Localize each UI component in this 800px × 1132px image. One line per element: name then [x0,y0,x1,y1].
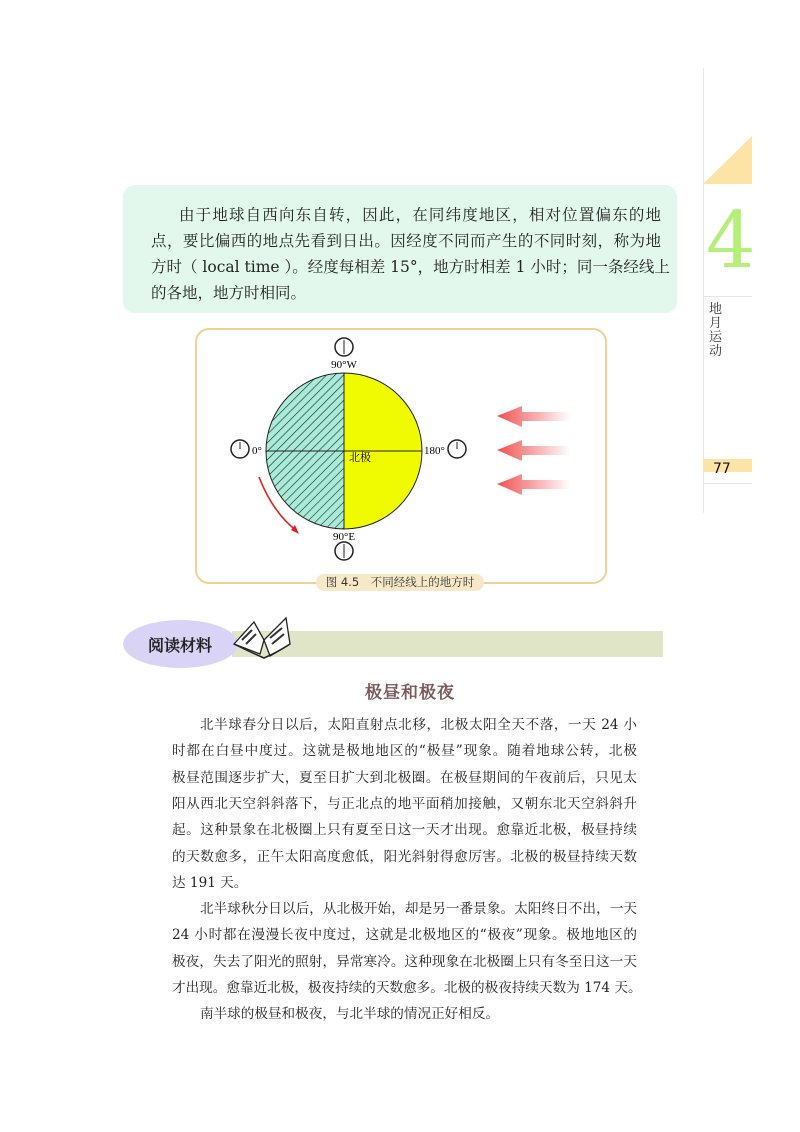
body-line: 阳从西北天空斜斜落下，与正北点的地平面稍加接触，又朝东北天空斜斜升 [172,795,637,812]
body-line: 的天数愈多，正午太阳高度愈低，阳光斜射得愈厉害。北极的极昼持续天数 [172,848,637,865]
body-line: 24 小时都在漫漫长夜中度过，这就是北极地区的“极夜”现象。极地地区的 [172,927,637,944]
note-line: 由于地球自西向东自转，因此，在同纬度地区，相对位置偏东的地 [179,206,661,224]
margin-line [703,68,704,513]
body-line: 达 191 天。 [172,874,248,891]
chapter-tab-triangle [703,136,752,184]
label-0: 0° [252,445,262,457]
clock-icon [231,440,249,458]
label-180: 180° [424,445,445,457]
note-line: 点，要比偏西的地点先看到日出。因经度不同而产生的不同时刻，称为地 [151,232,661,250]
reading-title: 极昼和极夜 [365,683,455,703]
note-line: 方时（ local time ）。经度每相差 15°，地方时相差 1 小时；同一条经线上 [151,258,670,276]
key-concept-box [123,185,677,313]
open-book-icon [230,614,292,660]
body-line: 极夜，失去了阳光的照射，异常寒冷。这种现象在北极圈上只有冬至日这一天 [172,953,637,970]
note-line: 的各地，地方时相同。 [151,284,307,302]
page-number: 77 [713,461,731,477]
clock-icon [335,338,353,356]
label-90e: 90°E [332,531,356,543]
label-north-pole: 北极 [349,451,371,464]
reading-header-bar [232,631,663,657]
body-line: 极昼范围逐步扩大，夏至日扩大到北极圈。在极昼期间的午夜前后，只见太 [172,769,637,786]
body-line: 北半球秋分日以后，从北极开始，却是另一番景象。太阳终日不出，一天 [200,901,637,918]
chapter-number: 4 [706,196,756,286]
body-line: 时都在白昼中度过。这就是极地地区的“极昼”现象。随着地球公转，北极 [172,743,637,760]
chapter-title: 地月运动 [709,302,723,359]
body-line: 北半球春分日以后，太阳直射点北移，北极太阳全天不落，一天 24 小 [200,717,637,733]
clock-icon [335,542,353,560]
body-line: 南半球的极昼和极夜，与北半球的情况正好相反。 [200,1006,500,1023]
label-90w: 90°W [331,359,357,371]
body-line: 才出现。愈靠近北极，极夜持续的天数愈多。北极的极夜持续天数为 174 天。 [172,980,642,996]
clock-icon [448,440,466,458]
figure-caption: 图 4.5 不同经线上的地方时 [316,574,484,591]
sunlight-arrows [497,406,570,495]
local-time-diagram [195,328,605,582]
reading-label: 阅读材料 [148,636,213,655]
body-line: 起。这种景象在北极圈上只有夏至日这一天才出现。愈靠近北极，极昼持续 [172,822,637,839]
